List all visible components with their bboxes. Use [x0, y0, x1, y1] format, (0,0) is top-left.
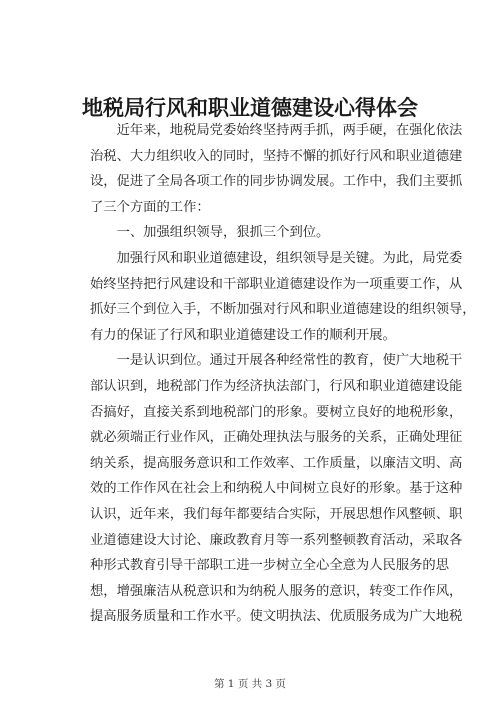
text-line: 业道德建设大讨论、廉政教育月等一系列整顿教育活动，采取各	[90, 532, 463, 548]
text-line: 认识，近年来，我们每年都要结合实际，开展思想作风整顿、职	[90, 506, 463, 522]
page-footer: 第 1 页 共 3 页	[213, 678, 287, 690]
text-line: 否搞好，直接关系到地税部门的形象。要树立良好的地税形象，	[90, 404, 463, 420]
text-line: 有力的保证了行风和职业道德建设工作的顺利开展。	[90, 327, 396, 343]
text-line: 一是认识到位。通过开展各种经常性的教育，使广大地税干	[90, 353, 463, 369]
document-body	[90, 118, 476, 630]
text-line: 纳关系，提高服务意识和工作效率、工作质量，以廉洁文明、高	[90, 455, 463, 471]
text-line: 部认识到，地税部门作为经济执法部门，行风和职业道德建设能	[90, 378, 463, 394]
text-line: 治税、大力组织收入的同时，坚持不懈的抓好行风和职业道德建	[90, 148, 463, 164]
document-title: 地税局行风和职业道德建设心得体会	[82, 95, 418, 120]
text-line: 抓好三个到位入手，不断加强对行风和职业道德建设的组织领导，	[90, 302, 476, 318]
text-line: 提高服务质量和工作水平。使文明执法、优质服务成为广大地税	[90, 609, 463, 625]
text-line: 了三个方面的工作：	[90, 199, 210, 215]
text-line: 设，促进了全局各项工作的同步协调发展。工作中，我们主要抓	[90, 174, 463, 190]
text-line: 一、加强组织领导，狠抓三个到位。	[90, 225, 330, 241]
text-line: 加强行风和职业道德建设，组织领导是关键。为此，局党委	[90, 250, 463, 266]
text-line: 种形式教育引导干部职工进一步树立全心全意为人民服务的思	[90, 558, 450, 574]
text-line: 就必须端正行业作风，正确处理执法与服务的关系，正确处理征	[90, 430, 463, 446]
text-line: 想，增强廉洁从税意识和为纳税人服务的意识，转变工作作风，	[90, 583, 463, 599]
text-line: 始终坚持把行风建设和干部职业道德建设作为一项重要工作，从	[90, 276, 463, 292]
text-line: 近年来，地税局党委始终坚持两手抓，两手硬，在强化依法	[90, 123, 463, 138]
text-line: 效的工作作风在社会上和纳税人中间树立良好的形象。基于这种	[90, 481, 463, 497]
